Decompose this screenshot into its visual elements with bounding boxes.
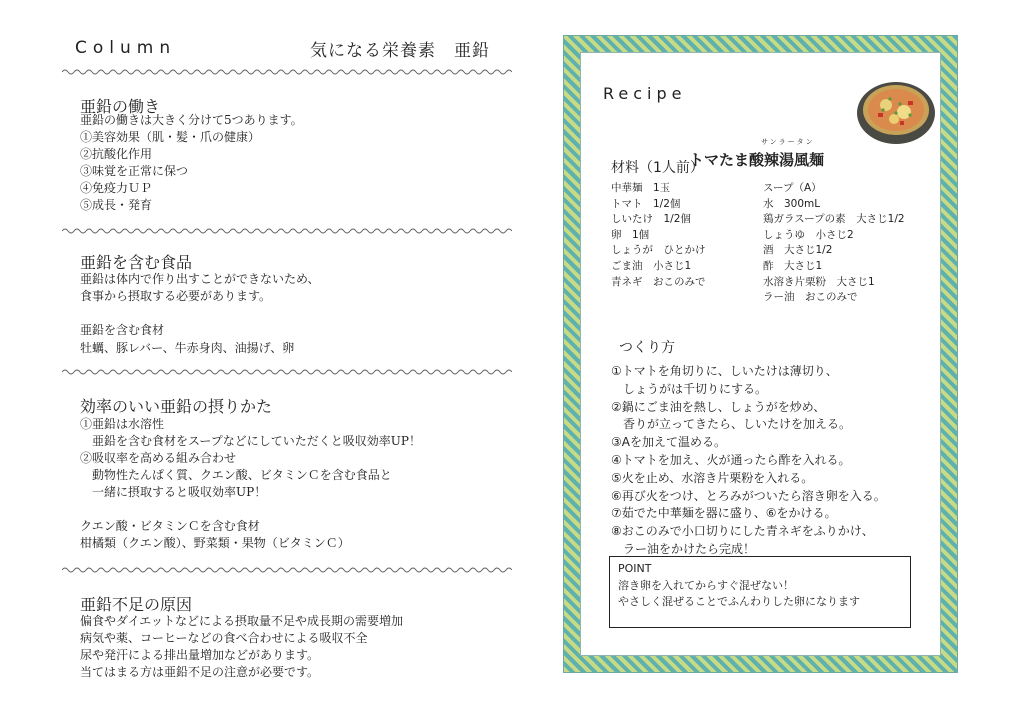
section-line: ④免疫力ＵＰ (80, 181, 153, 195)
section-line: ⑤成長・発育 (80, 198, 153, 212)
section-heading: 亜鉛の働き (80, 97, 161, 116)
section-line: 牡蠣、豚レバー、牛赤身肉、油揚げ、卵 (80, 341, 295, 355)
section-line: クエン酸・ビタミンＣを含む食材 (80, 519, 260, 533)
section-line: 病気や薬、コーヒーなどの食べ合わせによる吸収不全 (80, 631, 368, 645)
step-line: ⑤火を止め、水溶き片栗粉を入れる。 (611, 470, 814, 485)
ingredient-item: しょうが ひとかけ (611, 244, 706, 257)
section-line: ③味覚を正常に保つ (80, 164, 189, 178)
divider-wave (62, 566, 512, 574)
recipe-label: Recipe (603, 84, 687, 103)
ingredient-item: 水 300mL (763, 197, 821, 210)
point-box (609, 556, 911, 628)
step-line: ①トマトを角切りに、しいたけは薄切り、 (611, 364, 838, 378)
divider-wave (62, 68, 512, 76)
ingredient-item: 青ネギ おこのみで (611, 275, 706, 288)
ingredient-item: スープ（A） (763, 182, 822, 194)
ingredient-item: 水溶き片栗粉 大さじ1 (763, 275, 875, 288)
section-line: ①美容効果（肌・髪・爪の健康） (80, 130, 261, 144)
title-ruby: サンラータン (761, 138, 815, 146)
noodle-bowl-photo (856, 77, 936, 145)
section-line: 尿や発汗による排出量増加などがあります。 (80, 648, 320, 662)
step-line: ③Aを加えて温める。 (611, 435, 726, 450)
column-title: Column (75, 38, 177, 58)
divider-wave (62, 368, 512, 376)
step-line: ラー油をかけたら完成！ (611, 542, 756, 556)
step-line: しょうがは千切りにする。 (611, 381, 768, 396)
section-line: ②抗酸化作用 (80, 147, 153, 161)
divider-wave (62, 227, 512, 235)
section-line: 亜鉛を含む食材 (80, 323, 165, 337)
ingredient-item: 酢 大さじ1 (763, 260, 823, 272)
section-line: 亜鉛の働きは大きく分けて5つあります。 (80, 113, 303, 127)
step-line: ②鍋にごま油を熱し、しょうがを炒め、 (611, 399, 826, 414)
recipe-title: トマたま酸辣湯風麺 (689, 151, 825, 169)
section-line: 当てはまる方は亜鉛不足の注意が必要です。 (80, 665, 320, 679)
ingredient-item: しいたけ 1/2個 (611, 213, 691, 226)
section-line: ①亜鉛は水溶性 (80, 417, 165, 431)
ingredient-item: ラー油 おこのみで (763, 291, 858, 304)
section-heading: 効率のいい亜鉛の摂りかた (80, 397, 273, 416)
point-line: 溶き卵を入れてからすぐ混ぜない！ (618, 579, 794, 592)
ingredient-item: ごま油 小さじ1 (611, 260, 692, 272)
step-line: ⑥再び火をつけ、とろみがついたら溶き卵を入る。 (611, 488, 886, 503)
section-line: 亜鉛は体内で作り出すことができないため、 (80, 272, 320, 286)
ingredient-item: 鶏ガラスープの素 大さじ1/2 (763, 213, 905, 226)
section-heading: 亜鉛を含む食品 (80, 253, 193, 272)
ingredient-item: 卵 1個 (611, 228, 650, 241)
step-line: ④トマトを加え、火が通ったら酢を入れる。 (611, 453, 851, 467)
section-line: 柑橘類（クエン酸）、野菜類・果物（ビタミンＣ） (80, 536, 350, 550)
column-subtitle: 気になる栄養素 亜鉛 (310, 41, 490, 61)
ingredients-heading: 材料（1人前） (611, 160, 704, 176)
section-line: 食事から摂取する必要があります。 (80, 289, 272, 303)
section-heading: 亜鉛不足の原因 (80, 595, 193, 614)
ingredient-item: トマト 1/2個 (611, 197, 681, 210)
section-line: 偏食やダイエットなどによる摂取量不足や成長期の需要増加 (80, 614, 404, 628)
step-line: ⑧おこのみで小口切りにした青ネギをふりかけ、 (611, 524, 874, 539)
step-line: ⑦茹でた中華麺を器に盛り、⑥をかける。 (611, 506, 837, 521)
point-line: やさしく混ぜることでふんわりした卵になります (618, 595, 860, 608)
section-line: 亜鉛を含む食材をスープなどにしていただくと吸収効率UP！ (80, 434, 421, 448)
ingredient-item: 酒 大さじ1/2 (763, 244, 833, 257)
point-title: POINT (618, 562, 652, 575)
ingredient-item: しょうゆ 小さじ2 (763, 228, 854, 241)
step-line: 香りが立ってきたら、しいたけを加える。 (611, 417, 852, 432)
section-line: 一緒に摂取すると吸収効率UP！ (80, 485, 267, 499)
section-line: ②吸収率を高める組み合わせ (80, 451, 237, 465)
section-line: 動物性たんぱく質、クエン酸、ビタミンＣを含む食品と (80, 468, 392, 482)
ingredient-item: 中華麺 1玉 (611, 182, 671, 194)
steps-heading: つくり方 (619, 340, 675, 356)
